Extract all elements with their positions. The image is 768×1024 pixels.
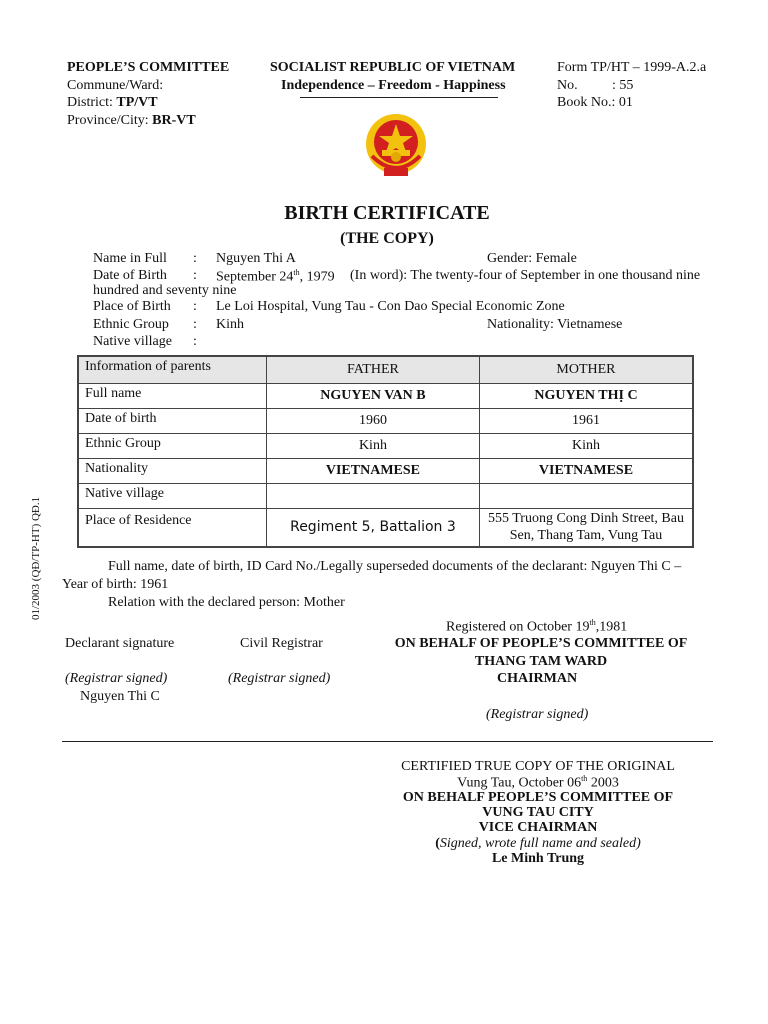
vice-chairman-title: VICE CHAIRMAN xyxy=(478,820,598,835)
table-header-cell: FATHER xyxy=(266,356,479,384)
name-colon: : xyxy=(193,251,197,266)
motto-underline xyxy=(300,97,498,98)
gender: Gender: Female xyxy=(487,251,577,266)
certificate-number-value: : 55 xyxy=(612,78,634,93)
dob-in-word-cont: hundred and seventy nine xyxy=(93,283,237,298)
declarant-info: Full name, date of birth, ID Card No./Legally superseded documents of the declarant: Nguyen Thi C – xyxy=(108,559,682,574)
declarant-relation: Relation with the declared person: Mother xyxy=(108,595,345,610)
declarant-name: Nguyen Thi C xyxy=(80,689,160,704)
ward-behalf-line1: ON BEHALF OF PEOPLE’S COMMITTEE OF xyxy=(394,636,688,651)
ethnic-colon: : xyxy=(193,317,197,332)
father-cell: Regiment 5, Battalion 3 xyxy=(266,509,479,547)
declarant-year: Year of birth: 1961 xyxy=(62,577,169,592)
table-row xyxy=(78,484,693,509)
pob-label: Place of Birth xyxy=(93,299,171,314)
father-cell: VIETNAMESE xyxy=(266,459,479,484)
pob-value: Le Loi Hospital, Vung Tau - Con Dao Special Economic Zone xyxy=(216,299,565,314)
parents-table xyxy=(77,355,694,548)
registrar-signed: (Registrar signed) xyxy=(228,671,331,686)
row-label: Place of Residence xyxy=(78,509,266,547)
table-row xyxy=(78,384,693,409)
signer-name: Le Minh Trung xyxy=(491,851,585,866)
committee-heading: PEOPLE’S COMMITTEE xyxy=(67,60,230,75)
table-row xyxy=(78,459,693,484)
dob-colon: : xyxy=(193,268,197,283)
document-subtitle: (THE COPY) xyxy=(340,230,434,247)
district-line: District: TP/VT xyxy=(67,95,158,110)
row-label: Ethnic Group xyxy=(78,434,266,459)
form-number: Form TP/HT – 1999-A.2.a xyxy=(557,60,707,75)
table-header-row xyxy=(78,356,693,384)
nationality: Nationality: Vietnamese xyxy=(487,317,623,332)
mother-cell: NGUYEN THỊ C xyxy=(479,384,693,409)
table-header-cell: MOTHER xyxy=(479,356,693,384)
table-row xyxy=(78,409,693,434)
declarant-signature-label: Declarant signature xyxy=(65,636,175,651)
mother-cell: VIETNAMESE xyxy=(479,459,693,484)
city-behalf-line2: VUNG TAU CITY xyxy=(482,805,594,820)
father-cell: Kinh xyxy=(266,434,479,459)
section-divider xyxy=(62,741,713,742)
side-reference-note: 01/2003 (QĐ/TP-HT) QĐ.1 xyxy=(30,496,42,620)
certified-date: Vung Tau, October 06th 2003 xyxy=(457,774,619,791)
row-label: Nationality xyxy=(78,459,266,484)
row-label: Full name xyxy=(78,384,266,409)
signed-sealed-note: (Signed, wrote full name and sealed) xyxy=(435,836,641,851)
father-cell: 1960 xyxy=(266,409,479,434)
province-line: Province/City: BR-VT xyxy=(67,113,196,128)
book-number: Book No.: 01 xyxy=(557,95,633,110)
dob-label: Date of Birth xyxy=(93,268,167,283)
row-label: Date of birth xyxy=(78,409,266,434)
declarant-signed: (Registrar signed) xyxy=(65,671,168,686)
ethnic-value: Kinh xyxy=(216,317,244,332)
commune-label: Commune/Ward: xyxy=(67,78,164,93)
national-emblem-icon xyxy=(358,110,434,182)
motto: Independence – Freedom - Happiness xyxy=(281,78,506,93)
city-behalf-line1: ON BEHALF PEOPLE’S COMMITTEE OF xyxy=(402,790,674,805)
father-cell xyxy=(266,484,479,509)
ethnic-label: Ethnic Group xyxy=(93,317,169,332)
ward-behalf-line2: THANG TAM WARD xyxy=(474,654,608,669)
table-row xyxy=(78,509,693,547)
native-colon: : xyxy=(193,334,197,349)
dob-value: September 24th, 1979 xyxy=(216,268,335,285)
pob-colon: : xyxy=(193,299,197,314)
table-header-cell: Information of parents xyxy=(78,356,266,384)
mother-cell: 555 Truong Cong Dinh Street, Bau Sen, Thang Tam, Vung Tau xyxy=(479,509,693,547)
civil-registrar-label: Civil Registrar xyxy=(240,636,323,651)
mother-cell: Kinh xyxy=(479,434,693,459)
row-label: Native village xyxy=(78,484,266,509)
native-label: Native village xyxy=(93,334,172,349)
chairman-signed: (Registrar signed) xyxy=(486,707,589,722)
father-cell: NGUYEN VAN B xyxy=(266,384,479,409)
name-value: Nguyen Thi A xyxy=(216,251,296,266)
name-label: Name in Full xyxy=(93,251,167,266)
republic-heading: SOCIALIST REPUBLIC OF VIETNAM xyxy=(270,60,516,75)
document-title: BIRTH CERTIFICATE xyxy=(284,202,490,224)
dob-in-word: (In word): The twenty-four of September in one thousand nine xyxy=(350,268,701,283)
mother-cell: 1961 xyxy=(479,409,693,434)
mother-cell xyxy=(479,484,693,509)
certified-copy-line: CERTIFIED TRUE COPY OF THE ORIGINAL xyxy=(401,759,675,774)
table-row xyxy=(78,434,693,459)
registration-date: Registered on October 19th,1981 xyxy=(446,618,628,635)
certificate-number-label: No. xyxy=(557,78,578,93)
chairman-title: CHAIRMAN xyxy=(497,671,578,686)
